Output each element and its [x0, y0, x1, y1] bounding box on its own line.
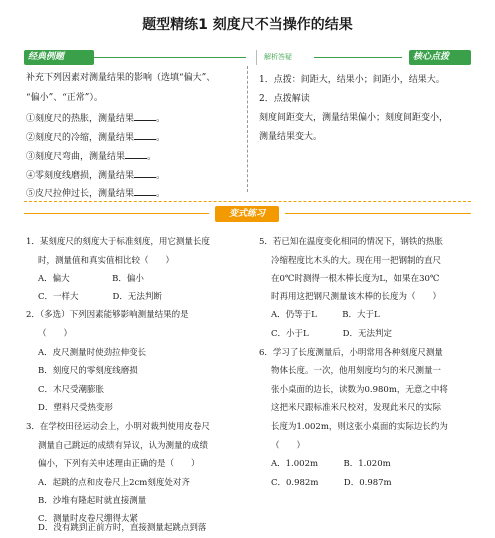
- column-divider: [247, 66, 248, 192]
- option-line[interactable]: D．没有跳到正前方时，直接测量起跳点到落: [38, 523, 207, 533]
- option-line[interactable]: C．木尺受潮膨胀: [38, 385, 105, 395]
- key-point-line: 刻度间距变大，测量结果偏小；刻度间距变小，: [259, 113, 449, 123]
- answer-blank[interactable]: [134, 168, 156, 178]
- example-tag: 经典例题: [24, 50, 94, 65]
- key-point-line: 1．点拨：间距大，结果小；间距小，结果大。: [259, 75, 445, 85]
- divider-line: [285, 213, 471, 214]
- key-point-line: 2．点拨解读: [259, 94, 310, 104]
- divider-line: [314, 57, 402, 58]
- question-line: 3．在学校田径运动会上，小明对裁判使用皮卷尺: [26, 422, 210, 432]
- answer-blank[interactable]: [125, 149, 147, 159]
- answer-blank[interactable]: [134, 111, 156, 121]
- answer-label: 解析答疑: [264, 53, 292, 61]
- divider-line: [256, 50, 257, 65]
- example-item: ④零刻度线磨损，测量结果 。: [26, 168, 165, 182]
- question-line: 物体长度。一次，他用刻度均匀的米尺测量一: [271, 366, 442, 376]
- answer-blank[interactable]: [134, 186, 156, 196]
- key-point-line: 测量结果变大。: [259, 132, 323, 142]
- section-header-row: [24, 50, 471, 65]
- question-line: 时，测量值和真实值相比较（ ）: [38, 256, 175, 266]
- question-line: 在0℃时测得一根木棒长度为L，如果在30℃: [271, 274, 440, 284]
- section-divider: [24, 201, 471, 202]
- divider-line: [94, 57, 246, 58]
- option-line[interactable]: C．小于L D．无法判定: [271, 329, 392, 339]
- question-line: 偏小，下列有关申述理由正确的是（ ）: [38, 459, 200, 469]
- option-line[interactable]: A．仍等于L B．大于L: [271, 310, 380, 320]
- question-line: 6．学习了长度测量后，小明常用各种刻度尺测量: [259, 348, 443, 358]
- example-intro: “偏小”、“正常”）。: [26, 93, 103, 103]
- question-line: 冷缩程度比木头的大。现在用一把钢制的直尺: [271, 256, 442, 266]
- option-line[interactable]: D．塑料尺受热变形: [38, 403, 113, 413]
- question-line: 5．若已知在温度变化相同的情况下，钢铁的热胀: [259, 237, 443, 247]
- option-line[interactable]: C．测量时皮卷尺绷得太紧: [38, 514, 139, 524]
- option-line[interactable]: A．皮尺测量时使劲拉伸变长: [38, 348, 147, 358]
- question-line: 测量自己跳远的成绩有异议，认为测量的成绩: [38, 441, 209, 451]
- example-item: ③刻度尺弯曲，测量结果 。: [26, 149, 156, 163]
- option-line[interactable]: B．刻度尺的零刻度线磨损: [38, 366, 138, 376]
- example-item: ⑤皮尺拉伸过长，测量结果 。: [26, 186, 165, 200]
- page-title: 题型精练1 刻度尺不当操作的结果: [142, 17, 353, 33]
- question-line: （ ）: [38, 329, 73, 339]
- question-line: 长度为1.002m，则这张小桌面的实际边长约为: [271, 422, 448, 432]
- question-line: 张小桌面的边长，读数为0.980m，无意之中将: [271, 385, 448, 395]
- question-line: 2．（多选）下列因素能够影响测量结果的是: [26, 310, 189, 320]
- question-line: （ ）: [271, 441, 306, 451]
- option-line[interactable]: A．偏大 B．偏小: [38, 274, 144, 284]
- option-line[interactable]: C．0.982m D．0.987m: [271, 478, 392, 488]
- practice-tag: 变式练习: [215, 206, 279, 222]
- option-line[interactable]: C．一样大 D．无法判断: [38, 292, 162, 302]
- example-intro: 补充下列因素对测量结果的影响（选填“偏大”、: [26, 73, 216, 83]
- key-points-tag: 核心点拨: [409, 50, 471, 65]
- question-line: 这把米尺跟标准米尺校对，发现此米尺的实际: [271, 403, 442, 413]
- question-line: 1．某刻度尺的刻度大于标准刻度，用它测量长度: [26, 237, 210, 247]
- divider-line: [24, 213, 209, 214]
- example-item: ①刻度尺的热胀，测量结果 。: [26, 111, 165, 125]
- option-line[interactable]: B．沙堆有隆起时就直接测量: [38, 496, 147, 506]
- option-line[interactable]: A．起跳的点和皮卷尺上2cm刻度处对齐: [38, 478, 190, 488]
- option-line[interactable]: A．1.002m B．1.020m: [271, 459, 391, 469]
- answer-blank[interactable]: [134, 130, 156, 140]
- example-item: ②刻度尺的冷缩，测量结果 。: [26, 130, 165, 144]
- question-line: 时再用这把钢尺测量该木棒的长度为（ ）: [271, 292, 442, 302]
